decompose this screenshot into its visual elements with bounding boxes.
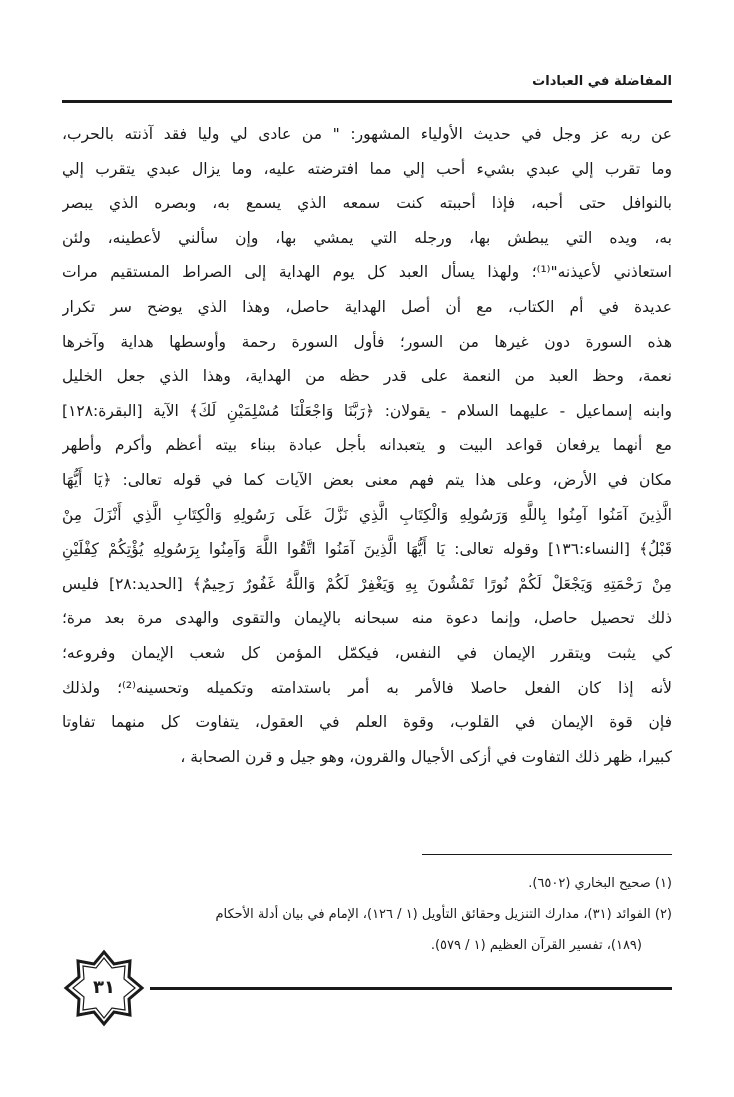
text-line: به، ويده التي يبطش بها، ورجله التي يمشي بها، وإن سألني لأعطينه، ولئن [62, 228, 672, 247]
text-line: بالنوافل حتى أحبه، فإذا أحببته كنت سمعه الذي يسمع به، وبصره الذي يبصر [62, 194, 672, 213]
text-line: عن ربه عز وجل في حديث الأولياء المشهور: " من عادى لي وليا فقد آذنته بالحرب، [62, 125, 672, 143]
text-line: فإن قوة الإيمان في القلوب، وقوة العلم في العقول، يتفاوت كل منهما تفاوتا [62, 713, 672, 732]
footer-rule [150, 987, 672, 990]
text-line: كبيرا، ظهر ذلك التفاوت في أزكى الأجيال والقرون، وهو جيل و قرن الصحابة ، [180, 747, 672, 766]
text-line: نعمة، وحظ العبد من النعمة على قدر حظه من الهداية، وهذا الذي جعل الخليل [62, 367, 672, 386]
quran-text-line: قَبْلُ﴾ [النساء:١٣٦] وقوله تعالى: يَا أَيُّهَا الَّذِينَ آمَنُوا اتَّقُوا اللَّهَ وَآمِنُوا بِرَسُولِهِ يُؤْتِكُمْ كِفْلَيْنِ [62, 540, 672, 559]
page-footer [62, 948, 672, 1028]
text-line: كي يثبت ويتقرر الإيمان في النفس، فيكمّل المؤمن كل شعب الإيمان وفروعه؛ [62, 643, 672, 662]
page-number: ٣١ [93, 977, 115, 998]
main-text [62, 117, 672, 774]
text-line: استعاذني لأعيذنه"⁽¹⁾؛ ولهذا يسأل العبد كل يوم الهداية إلى الصراط المستقيم مرات [62, 263, 672, 282]
footnote-2: (٢) الفوائد (٣١)، مدارك التنزيل وحقائق التأويل (١ / ١٢٦)، الإمام في بيان أدلة الأحكام [215, 907, 672, 922]
footnote-separator [422, 854, 672, 855]
footnote-1: (١) صحيح البخاري (٦٥٠٢). [528, 876, 672, 891]
text-line: وابنه إسماعيل - عليهما السلام - يقولان: ﴿رَبَّنَا وَاجْعَلْنَا مُسْلِمَيْنِ لَكَ﴾ الآية [البقرة:١٢٨] [62, 401, 672, 420]
text-line: لأنه إذا كان الفعل حاصلا فالأمر به أمر باستدامته وتكميله وتحسينه⁽²⁾؛ ولذلك [62, 678, 672, 697]
text-line: مكان في الأرض، وعلى هذا يتم فهم معنى بعض الآيات كما في قوله تعالى: ﴿يَا أَيُّهَا [62, 470, 672, 489]
text-line: عديدة في أم الكتاب، مع أن أصل الهداية حاصل، وهذا الذي يوضح سر تكرار [62, 297, 672, 316]
footnote-2-continuation: (١٨٩)، تفسير القرآن العظيم (١ / ٥٧٩). [430, 938, 642, 953]
text-line: ذلك تحصيل حاصل، وإنما دعوة منه سبحانه بالإيمان والتقوى والهدى مرة بعد مرة؛ [62, 609, 672, 628]
text-line: مع أنهما يرفعان قواعد البيت و يتعبدانه بأجل عبادة ببناء بيته أعظم وأكرم وأطهر [62, 436, 672, 455]
quran-text-line: مِنْ رَحْمَتِهِ وَيَجْعَلْ لَكُمْ نُورًا تَمْشُونَ بِهِ وَيَغْفِرْ لَكُمْ وَاللَّهُ غَفُورٌ رَحِيمٌ﴾ [الحديد:٢٨] فليس [62, 574, 672, 593]
quran-text-line: الَّذِينَ آمَنُوا آمِنُوا بِاللَّهِ وَرَسُولِهِ وَالْكِتَابِ الَّذِي نَزَّلَ عَلَى رَسُولِهِ وَالْكِتَابِ الَّذِي أَنْزَلَ مِنْ [62, 505, 672, 524]
header-rule [62, 100, 672, 103]
text-line: هذه السورة دون غيرها من السور؛ فأول السورة رحمة وأوسطها هداية وآخرها [62, 332, 672, 351]
running-header-title: المفاضلة في العبادات [532, 74, 672, 89]
text-line: وما تقرب إلي عبدي بشيء أحب إلي مما افترضته عليه، وما يزال عبدي يتقرب إلي [62, 159, 672, 178]
